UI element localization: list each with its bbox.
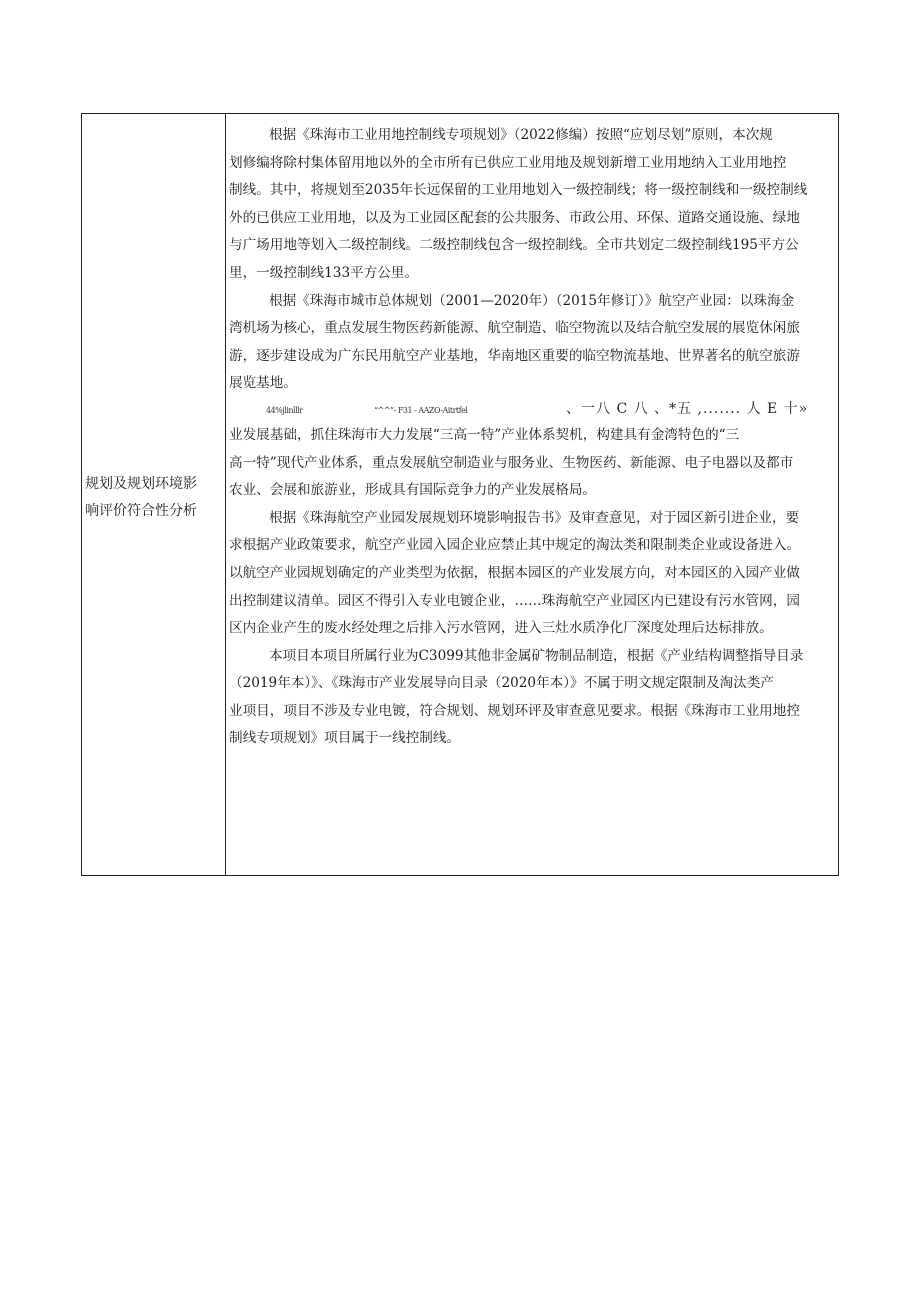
text-line: 划修编将除村集体留用地以外的全市所有已供应工业用地及规划新增工业用地纳入工业用地控 xyxy=(229,154,787,171)
category-cell xyxy=(82,114,226,875)
text-line: 区内企业产生的废水经处理之后排入污水管网，进入三灶水质净化厂深度处理后达标排放。 xyxy=(229,620,773,637)
paragraph-industry-system xyxy=(226,422,838,505)
category-label-line-1: 规划及规划环境影 xyxy=(85,475,197,492)
text-line: 外的已供应工业用地，以及为工业园区配套的公共服务、市政公用、环保、道路交通设施、绿地 xyxy=(229,209,800,226)
garbled-fragment: 44%jlinlllr xyxy=(266,405,303,415)
category-label xyxy=(85,471,197,525)
analysis-cell xyxy=(226,114,838,875)
text-line: 以航空产业园规划确定的产业类型为依据，根据本园区的产业发展方向，对本园区的入园产业做 xyxy=(229,564,800,581)
text-line: 业项目，项目不涉及专业电镀，符合规划、规划环评及审查意见要求。根据《珠海市工业用地控 xyxy=(229,702,800,719)
text-line: 根据《珠海市工业用地控制线专项规划》（2022修编）按照“应划尽划”原则，本次规 xyxy=(269,127,773,143)
text-line: 制线。其中，将规划至2035年长远保留的工业用地划入一级控制线；将一级控制线和一级控制线 xyxy=(229,182,808,199)
text-line: 业发展基础，抓住珠海市大力发展“三高一特”产业体系契机，构建具有金湾特色的“三 xyxy=(229,426,740,443)
garbled-scan-line xyxy=(226,400,838,422)
paragraph-conclusion xyxy=(226,643,838,753)
text-line: 与广场用地等划入二级控制线。二级控制线包含一级控制线。全市共划定二级控制线195平方公 xyxy=(229,237,799,254)
paragraph-master-plan xyxy=(226,288,838,398)
text-line: 湾机场为核心，重点发展生物医药新能源、航空制造、临空物流以及结合航空发展的展览休闲旅 xyxy=(229,320,800,337)
text-line: 根据《珠海航空产业园发展规划环境影响报告书》及审查意见，对于园区新引进企业，要 xyxy=(269,509,800,526)
text-line: 游，逐步建设成为广东民用航空产业基地，华南地区重要的临空物流基地、世界著名的航空旅游 xyxy=(229,347,800,364)
text-line: 里，一级控制线133平方公里。 xyxy=(229,264,419,281)
text-line: 求根据产业政策要求，航空产业园入园企业应禁止其中规定的淘汰类和限制类企业或设备进入。 xyxy=(229,537,800,554)
text-line: 根据《珠海市城市总体规划（2001—2020年）（2015年修订）》航空产业园：以珠海金 xyxy=(269,292,795,309)
content-table xyxy=(81,113,839,876)
category-label-line-2: 响评价符合性分析 xyxy=(85,502,197,519)
text-line: （2019年本）》、《珠海市产业发展导向目录（2020年本）》不属于明文规定限制及淘汰类产 xyxy=(229,675,774,692)
text-line: 本项目本项目所属行业为C3099其他非金属矿物制品制造，根据《产业结构调整指导目录 xyxy=(269,647,804,664)
text-line: 高一特”现代产业体系，重点发展航空制造业与服务业、生物医药、新能源、电子电器以及都市 xyxy=(229,454,794,471)
text-line: 展览基地。 xyxy=(229,375,297,392)
paragraph-eia-report xyxy=(226,505,838,643)
paragraph-industrial-control-line xyxy=(226,122,838,288)
text-line: 制线专项规划》项目属于一线控制线。 xyxy=(229,730,461,747)
text-line: 农业、会展和旅游业，形成具有国际竞争力的产业发展格局。 xyxy=(229,482,597,499)
garbled-fragment: “^^”- F31 - AAZO-Aitrtfel xyxy=(374,405,468,415)
garbled-fragment: 、一八 C 八 、*五 ,....... 人 E 十» xyxy=(566,400,809,417)
text-line: 出控制建议清单。园区不得引入专业电镀企业，……珠海航空产业园区内已建设有污水管网，园 xyxy=(229,592,800,609)
